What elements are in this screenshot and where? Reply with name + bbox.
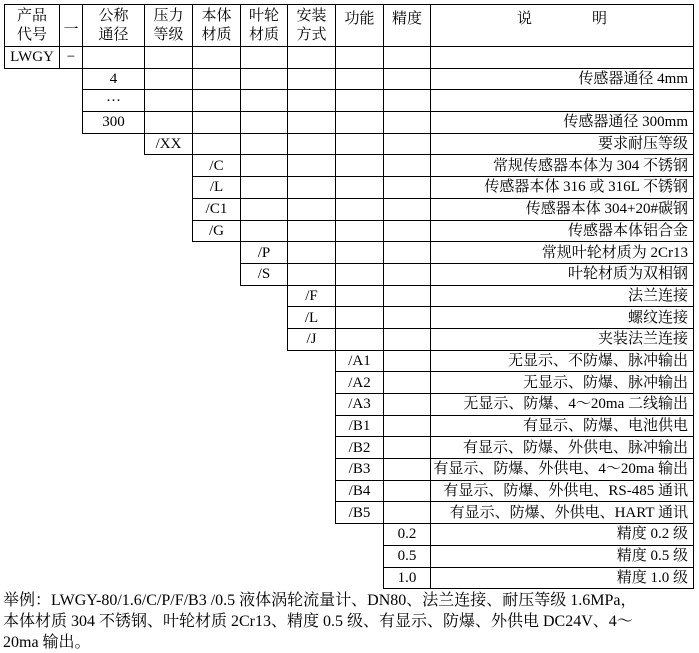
cell-code: /A1 <box>335 351 383 373</box>
cell-code: /C1 <box>192 199 240 221</box>
example-line-3: 20ma 输出。 <box>3 634 91 651</box>
header-pressure-rating: 压力 等级 <box>144 4 192 47</box>
cell-code: /B4 <box>335 481 383 503</box>
cell-empty <box>383 155 430 177</box>
cell-code: 1.0 <box>383 568 430 590</box>
cell-desc: 传感器通径 4mm <box>430 69 694 91</box>
cell-code: LWGY <box>4 47 59 69</box>
cell-empty <box>240 221 287 243</box>
table-row <box>240 264 694 286</box>
table-row <box>192 155 694 177</box>
header-dash: 一 <box>59 4 82 47</box>
cell-empty <box>335 264 383 286</box>
table-row <box>335 351 694 373</box>
cell-empty <box>383 112 430 134</box>
cell-code: ··· <box>82 90 144 112</box>
cell-empty <box>240 199 287 221</box>
cell-desc: 传感器本体 304+20#碳钢 <box>430 199 694 221</box>
cell-empty <box>287 264 335 286</box>
cell-code: 0.5 <box>383 546 430 568</box>
cell-desc: 传感器本体 316 或 316L 不锈钢 <box>430 177 694 199</box>
cell-empty <box>287 47 335 69</box>
cell-empty <box>287 112 335 134</box>
cell-code: /C <box>192 155 240 177</box>
table-row <box>335 416 694 438</box>
cell-empty <box>335 90 383 112</box>
cell-code: /S <box>240 264 287 286</box>
cell-desc: 要求耐压等级 <box>430 134 694 156</box>
table-row <box>192 221 694 243</box>
cell-empty <box>240 134 287 156</box>
cell-desc: 有显示、防爆、外供电、4～20ma 输出 <box>430 459 694 481</box>
example-line-2: 本体材质 304 不锈钢、叶轮材质 2Cr13、精度 0.5 级、有显示、防爆、外供电 DC24V、4～ <box>3 613 633 630</box>
cell-desc: 无显示、防爆、脉冲输出 <box>430 372 694 394</box>
cell-empty <box>383 394 430 416</box>
cell-empty <box>287 177 335 199</box>
cell-code: /L <box>287 307 335 329</box>
cell-empty <box>287 69 335 91</box>
cell-dash: − <box>59 47 82 69</box>
cell-empty <box>144 69 192 91</box>
cell-code: 4 <box>82 69 144 91</box>
cell-desc: 无显示、防爆、4～20ma 二线输出 <box>430 394 694 416</box>
cell-desc: 法兰连接 <box>430 286 694 308</box>
cell-empty <box>287 134 335 156</box>
table-row <box>383 546 694 568</box>
cell-empty <box>287 90 335 112</box>
cell-empty <box>383 286 430 308</box>
example-line-1: 举例：LWGY-80/1.6/C/P/F/B3 /0.5 液体涡轮流量计、DN80、法兰连接、耐压等级 1.6MPa， <box>3 592 637 609</box>
cell-code: /XX <box>144 134 192 156</box>
table-row <box>335 372 694 394</box>
cell-empty <box>335 134 383 156</box>
cell-empty <box>383 437 430 459</box>
cell-empty <box>383 416 430 438</box>
cell-empty <box>240 90 287 112</box>
cell-empty <box>335 199 383 221</box>
table-row <box>192 199 694 221</box>
cell-empty <box>335 307 383 329</box>
cell-desc <box>430 47 694 69</box>
cell-empty <box>192 47 240 69</box>
header-nominal-diameter: 公称 通径 <box>82 4 144 47</box>
cell-empty <box>144 47 192 69</box>
cell-empty <box>383 459 430 481</box>
cell-empty <box>240 69 287 91</box>
table-row <box>335 437 694 459</box>
table-row <box>287 329 694 351</box>
cell-empty <box>287 221 335 243</box>
cell-code: 0.2 <box>383 524 430 546</box>
header-accuracy: 精度 <box>383 4 430 47</box>
cell-empty <box>335 47 383 69</box>
cell-code: /J <box>287 329 335 351</box>
cell-empty <box>192 90 240 112</box>
cell-empty <box>383 264 430 286</box>
header-function: 功能 <box>335 4 383 47</box>
table-row <box>335 502 694 524</box>
cell-code: /G <box>192 221 240 243</box>
cell-empty <box>192 134 240 156</box>
cell-desc: 有显示、防爆、电池供电 <box>430 416 694 438</box>
cell-empty <box>383 69 430 91</box>
cell-desc: 常规叶轮材质为 2Cr13 <box>430 242 694 264</box>
cell-code: /P <box>240 242 287 264</box>
header-product-code: 产品 代号 <box>4 4 59 47</box>
table-row <box>335 394 694 416</box>
cell-empty <box>335 221 383 243</box>
cell-code: /A3 <box>335 394 383 416</box>
cell-desc: 传感器本体铝合金 <box>430 221 694 243</box>
table-row <box>287 307 694 329</box>
cell-empty <box>383 481 430 503</box>
cell-empty <box>335 155 383 177</box>
cell-code: /B2 <box>335 437 383 459</box>
table-row <box>82 69 694 91</box>
cell-desc: 有显示、防爆、外供电、脉冲输出 <box>430 437 694 459</box>
cell-empty <box>335 112 383 134</box>
table-row <box>144 134 694 156</box>
cell-desc: 精度 0.2 级 <box>430 524 694 546</box>
cell-desc: 有显示、防爆、外供电、HART 通讯 <box>430 502 694 524</box>
cell-empty <box>383 221 430 243</box>
table-row <box>4 47 694 69</box>
table-row <box>82 112 694 134</box>
cell-empty <box>383 242 430 264</box>
header-installation: 安装 方式 <box>287 4 335 47</box>
cell-empty <box>383 502 430 524</box>
cell-empty <box>335 286 383 308</box>
cell-empty <box>335 69 383 91</box>
cell-empty <box>383 47 430 69</box>
cell-empty <box>335 242 383 264</box>
table-row <box>240 242 694 264</box>
cell-empty <box>383 351 430 373</box>
cell-code: /L <box>192 177 240 199</box>
cell-empty <box>287 242 335 264</box>
cell-desc: 有显示、防爆、外供电、RS-485 通讯 <box>430 481 694 503</box>
table-row <box>383 524 694 546</box>
cell-empty <box>82 47 144 69</box>
cell-code: /B5 <box>335 502 383 524</box>
header-row <box>4 4 694 47</box>
cell-empty <box>383 177 430 199</box>
table-row <box>383 568 694 590</box>
table-row <box>335 459 694 481</box>
cell-empty <box>383 329 430 351</box>
cell-empty <box>335 177 383 199</box>
cell-desc: 传感器通径 300mm <box>430 112 694 134</box>
cell-code: 300 <box>82 112 144 134</box>
cell-empty <box>192 69 240 91</box>
cell-empty <box>383 134 430 156</box>
cell-desc: 叶轮材质为双相钢 <box>430 264 694 286</box>
cell-empty <box>240 112 287 134</box>
cell-code: /A2 <box>335 372 383 394</box>
cell-empty <box>383 307 430 329</box>
cell-desc: 无显示、不防爆、脉冲输出 <box>430 351 694 373</box>
cell-desc: 精度 1.0 级 <box>430 568 694 590</box>
cell-desc: 夹装法兰连接 <box>430 329 694 351</box>
table-row <box>335 481 694 503</box>
cell-desc <box>430 90 694 112</box>
cell-empty <box>383 372 430 394</box>
cell-empty <box>144 90 192 112</box>
example-paragraph <box>3 590 637 653</box>
cell-empty <box>383 199 430 221</box>
cell-empty <box>240 177 287 199</box>
table-row <box>287 286 694 308</box>
table-row <box>192 177 694 199</box>
table-row <box>82 90 694 112</box>
model-selection-table <box>4 4 694 589</box>
cell-empty <box>287 199 335 221</box>
header-impeller-material: 叶轮 材质 <box>240 4 287 47</box>
cell-desc: 精度 0.5 级 <box>430 546 694 568</box>
header-description: 说 明 <box>430 4 694 47</box>
cell-empty <box>383 90 430 112</box>
cell-empty <box>240 47 287 69</box>
cell-desc: 常规传感器本体为 304 不锈钢 <box>430 155 694 177</box>
cell-empty <box>192 112 240 134</box>
cell-code: /F <box>287 286 335 308</box>
cell-empty <box>144 112 192 134</box>
cell-code: /B1 <box>335 416 383 438</box>
header-body-material: 本体 材质 <box>192 4 240 47</box>
cell-empty <box>240 155 287 177</box>
cell-code: /B3 <box>335 459 383 481</box>
cell-desc: 螺纹连接 <box>430 307 694 329</box>
cell-empty <box>335 329 383 351</box>
cell-empty <box>287 155 335 177</box>
